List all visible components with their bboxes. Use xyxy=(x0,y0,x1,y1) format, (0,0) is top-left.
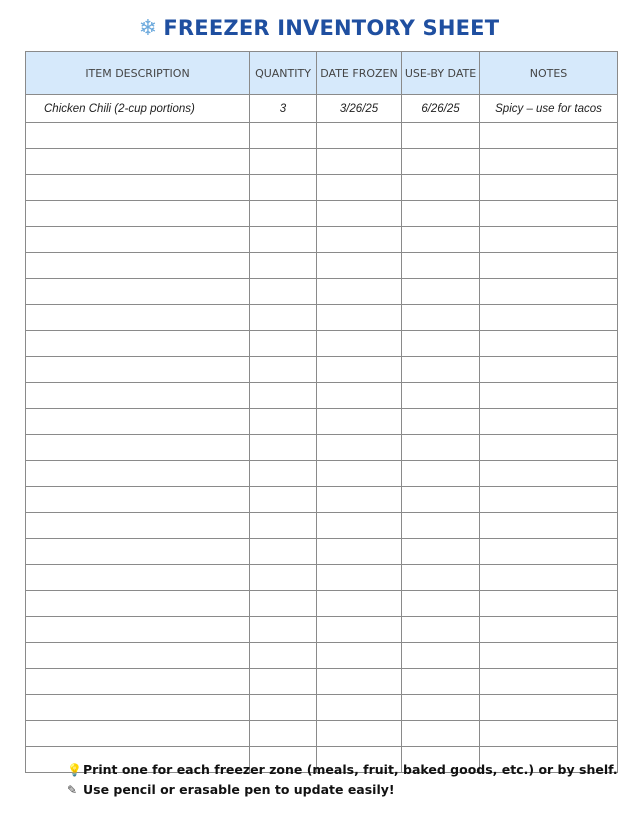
header-item-description: ITEM DESCRIPTION xyxy=(26,52,250,95)
header-notes: NOTES xyxy=(480,52,618,95)
cell-date-frozen[interactable] xyxy=(317,227,402,253)
cell-date-frozen[interactable] xyxy=(317,149,402,175)
cell-quantity[interactable] xyxy=(250,435,317,461)
cell-quantity[interactable] xyxy=(250,201,317,227)
cell-use-by-date[interactable] xyxy=(402,617,480,643)
table-row xyxy=(26,409,618,435)
cell-use-by-date[interactable] xyxy=(402,643,480,669)
header-row xyxy=(26,52,618,95)
cell-use-by-date[interactable]: 6/26/25 xyxy=(402,95,480,123)
cell-use-by-date[interactable] xyxy=(402,227,480,253)
cell-notes[interactable] xyxy=(480,175,618,201)
cell-item-description[interactable] xyxy=(26,643,250,669)
cell-item-description[interactable] xyxy=(26,253,250,279)
table-row xyxy=(26,279,618,305)
cell-date-frozen[interactable] xyxy=(317,461,402,487)
table-row xyxy=(26,305,618,331)
cell-item-description[interactable] xyxy=(26,331,250,357)
cell-date-frozen[interactable]: 3/26/25 xyxy=(317,95,402,123)
cell-item-description[interactable] xyxy=(26,565,250,591)
cell-use-by-date[interactable] xyxy=(402,331,480,357)
footer-note-text: Use pencil or erasable pen to update easily! xyxy=(83,782,395,797)
cell-use-by-date[interactable] xyxy=(402,149,480,175)
table-row xyxy=(26,123,618,149)
cell-quantity[interactable] xyxy=(250,669,317,695)
snowflake-icon: ❄ xyxy=(138,16,158,41)
cell-date-frozen[interactable] xyxy=(317,487,402,513)
inventory-table xyxy=(25,51,618,773)
cell-date-frozen[interactable] xyxy=(317,513,402,539)
page-title xyxy=(0,16,638,41)
cell-use-by-date[interactable] xyxy=(402,539,480,565)
cell-notes[interactable] xyxy=(480,149,618,175)
cell-notes[interactable] xyxy=(480,331,618,357)
cell-use-by-date[interactable] xyxy=(402,305,480,331)
table-row xyxy=(26,721,618,747)
cell-quantity[interactable] xyxy=(250,409,317,435)
cell-quantity[interactable] xyxy=(250,539,317,565)
cell-use-by-date[interactable] xyxy=(402,201,480,227)
cell-use-by-date[interactable] xyxy=(402,175,480,201)
cell-use-by-date[interactable] xyxy=(402,435,480,461)
table-row xyxy=(26,669,618,695)
cell-item-description[interactable] xyxy=(26,617,250,643)
cell-notes[interactable] xyxy=(480,253,618,279)
table-row xyxy=(26,227,618,253)
cell-notes[interactable]: Spicy – use for tacos xyxy=(480,95,618,123)
cell-date-frozen[interactable] xyxy=(317,175,402,201)
cell-item-description[interactable] xyxy=(26,539,250,565)
cell-quantity[interactable] xyxy=(250,487,317,513)
header-use-by-date: USE-BY DATE xyxy=(402,52,480,95)
lightbulb-icon: 💡 xyxy=(67,763,82,777)
footer-note xyxy=(67,780,618,800)
cell-quantity[interactable] xyxy=(250,565,317,591)
cell-quantity[interactable] xyxy=(250,305,317,331)
cell-notes[interactable] xyxy=(480,201,618,227)
cell-item-description[interactable] xyxy=(26,435,250,461)
cell-item-description[interactable] xyxy=(26,227,250,253)
cell-quantity[interactable] xyxy=(250,461,317,487)
cell-use-by-date[interactable] xyxy=(402,695,480,721)
cell-quantity[interactable] xyxy=(250,721,317,747)
cell-quantity[interactable] xyxy=(250,643,317,669)
table-row xyxy=(26,591,618,617)
cell-use-by-date[interactable] xyxy=(402,565,480,591)
cell-quantity[interactable] xyxy=(250,617,317,643)
cell-use-by-date[interactable] xyxy=(402,253,480,279)
table-row xyxy=(26,175,618,201)
table-row xyxy=(26,513,618,539)
cell-notes[interactable] xyxy=(480,435,618,461)
cell-item-description[interactable] xyxy=(26,279,250,305)
table-row xyxy=(26,435,618,461)
header-quantity: QUANTITY xyxy=(250,52,317,95)
cell-use-by-date[interactable] xyxy=(402,383,480,409)
table-row xyxy=(26,643,618,669)
cell-quantity[interactable] xyxy=(250,383,317,409)
cell-use-by-date[interactable] xyxy=(402,461,480,487)
cell-quantity[interactable] xyxy=(250,175,317,201)
cell-date-frozen[interactable] xyxy=(317,591,402,617)
cell-use-by-date[interactable] xyxy=(402,513,480,539)
cell-use-by-date[interactable] xyxy=(402,669,480,695)
cell-date-frozen[interactable] xyxy=(317,565,402,591)
cell-item-description[interactable] xyxy=(26,305,250,331)
table-row xyxy=(26,357,618,383)
cell-use-by-date[interactable] xyxy=(402,721,480,747)
footer-tip-text: Print one for each freezer zone (meals, fruit, baked goods, etc.) or by shelf. xyxy=(83,762,618,777)
header-date-frozen: DATE FROZEN xyxy=(317,52,402,95)
cell-item-description[interactable] xyxy=(26,695,250,721)
cell-date-frozen[interactable] xyxy=(317,695,402,721)
cell-quantity[interactable]: 3 xyxy=(250,95,317,123)
table-row xyxy=(26,383,618,409)
cell-quantity[interactable] xyxy=(250,331,317,357)
cell-quantity[interactable] xyxy=(250,149,317,175)
cell-use-by-date[interactable] xyxy=(402,123,480,149)
cell-item-description[interactable] xyxy=(26,669,250,695)
table-row xyxy=(26,695,618,721)
cell-notes[interactable] xyxy=(480,513,618,539)
cell-date-frozen[interactable] xyxy=(317,279,402,305)
cell-use-by-date[interactable] xyxy=(402,591,480,617)
cell-date-frozen[interactable] xyxy=(317,669,402,695)
cell-item-description[interactable] xyxy=(26,357,250,383)
cell-use-by-date[interactable] xyxy=(402,279,480,305)
table-row xyxy=(26,95,618,123)
cell-item-description[interactable] xyxy=(26,383,250,409)
footer-instructions xyxy=(67,760,618,800)
cell-notes[interactable] xyxy=(480,357,618,383)
cell-item-description[interactable] xyxy=(26,409,250,435)
cell-notes[interactable] xyxy=(480,461,618,487)
cell-date-frozen[interactable] xyxy=(317,409,402,435)
table-row xyxy=(26,201,618,227)
cell-date-frozen[interactable] xyxy=(317,331,402,357)
cell-notes[interactable] xyxy=(480,279,618,305)
cell-use-by-date[interactable] xyxy=(402,487,480,513)
table-row xyxy=(26,253,618,279)
cell-date-frozen[interactable] xyxy=(317,383,402,409)
cell-notes[interactable] xyxy=(480,409,618,435)
cell-item-description[interactable] xyxy=(26,149,250,175)
cell-use-by-date[interactable] xyxy=(402,357,480,383)
cell-date-frozen[interactable] xyxy=(317,539,402,565)
cell-date-frozen[interactable] xyxy=(317,357,402,383)
cell-date-frozen[interactable] xyxy=(317,201,402,227)
footer-tip xyxy=(67,760,618,780)
cell-quantity[interactable] xyxy=(250,357,317,383)
cell-notes[interactable] xyxy=(480,565,618,591)
cell-notes[interactable] xyxy=(480,487,618,513)
cell-notes[interactable] xyxy=(480,669,618,695)
cell-use-by-date[interactable] xyxy=(402,409,480,435)
cell-item-description[interactable] xyxy=(26,123,250,149)
cell-quantity[interactable] xyxy=(250,227,317,253)
cell-item-description[interactable] xyxy=(26,591,250,617)
cell-quantity[interactable] xyxy=(250,695,317,721)
table-row xyxy=(26,565,618,591)
cell-quantity[interactable] xyxy=(250,253,317,279)
cell-date-frozen[interactable] xyxy=(317,617,402,643)
cell-item-description[interactable]: Chicken Chili (2-cup portions) xyxy=(26,95,250,123)
cell-quantity[interactable] xyxy=(250,591,317,617)
cell-date-frozen[interactable] xyxy=(317,123,402,149)
table-row xyxy=(26,331,618,357)
cell-notes[interactable] xyxy=(480,695,618,721)
cell-notes[interactable] xyxy=(480,123,618,149)
cell-quantity[interactable] xyxy=(250,123,317,149)
cell-item-description[interactable] xyxy=(26,721,250,747)
cell-notes[interactable] xyxy=(480,383,618,409)
cell-date-frozen[interactable] xyxy=(317,253,402,279)
cell-date-frozen[interactable] xyxy=(317,435,402,461)
cell-item-description[interactable] xyxy=(26,487,250,513)
cell-notes[interactable] xyxy=(480,591,618,617)
cell-notes[interactable] xyxy=(480,643,618,669)
table-row xyxy=(26,487,618,513)
cell-item-description[interactable] xyxy=(26,513,250,539)
table-row xyxy=(26,617,618,643)
cell-notes[interactable] xyxy=(480,721,618,747)
cell-notes[interactable] xyxy=(480,539,618,565)
cell-item-description[interactable] xyxy=(26,461,250,487)
table-row xyxy=(26,461,618,487)
cell-notes[interactable] xyxy=(480,305,618,331)
pencil-icon: ✎ xyxy=(67,783,78,797)
cell-date-frozen[interactable] xyxy=(317,643,402,669)
title-text: FREEZER INVENTORY SHEET xyxy=(163,16,500,40)
table-row xyxy=(26,539,618,565)
cell-quantity[interactable] xyxy=(250,279,317,305)
cell-date-frozen[interactable] xyxy=(317,721,402,747)
cell-item-description[interactable] xyxy=(26,175,250,201)
cell-item-description[interactable] xyxy=(26,201,250,227)
cell-date-frozen[interactable] xyxy=(317,305,402,331)
cell-notes[interactable] xyxy=(480,227,618,253)
cell-quantity[interactable] xyxy=(250,513,317,539)
cell-notes[interactable] xyxy=(480,617,618,643)
table-row xyxy=(26,149,618,175)
